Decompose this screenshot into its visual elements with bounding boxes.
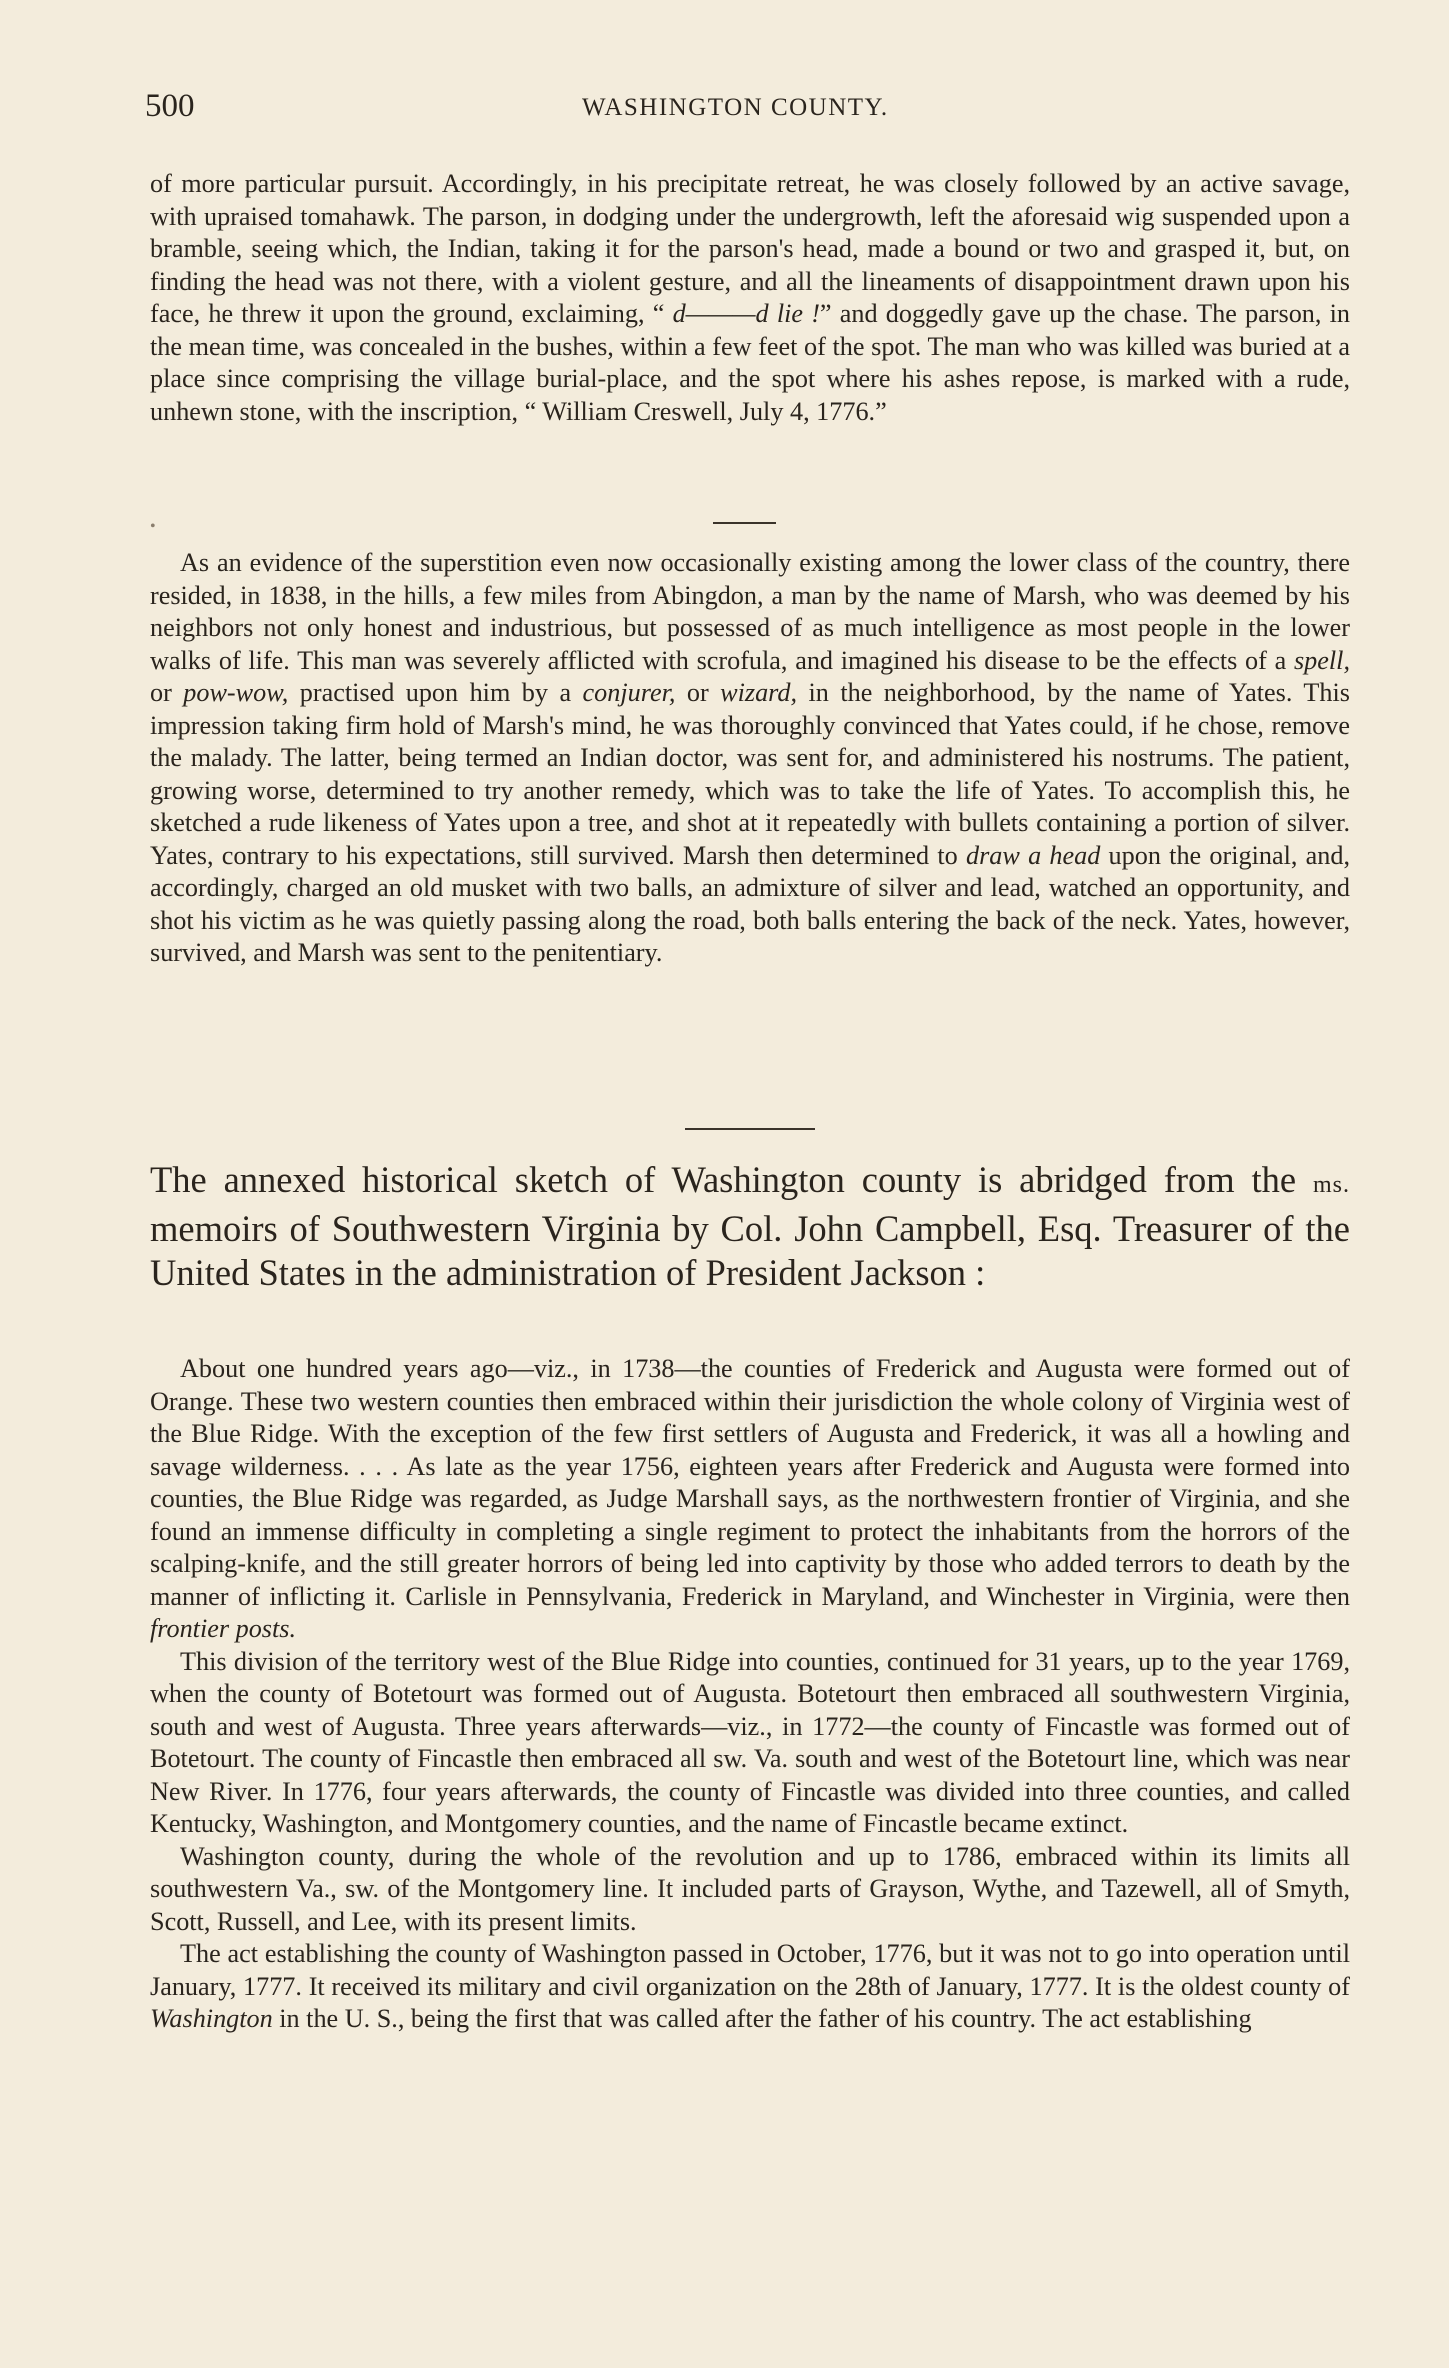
- italic-text: frontier posts.: [150, 1614, 296, 1643]
- page-header: [145, 88, 1345, 128]
- italic-text: wizard,: [720, 678, 798, 707]
- italic-text: conjurer,: [582, 678, 676, 707]
- text-segment: practised upon him by a: [288, 678, 583, 707]
- text-segment: of more particular pursuit. Accordingly, in his precipitate retreat, he was closely followed by an active savage, with upraised tomahawk. The parson, in dodging under the undergrowth, left the aforesaid wig suspended upon a bramble, seeing which, the Indian, taking it for the parson's head, made a bound or two and grasped it, but, on finding the head was not there, with a violent gesture, and all the lineaments of disappointment drawn upon his face, he threw it upon the ground, exclaiming, “: [150, 169, 1350, 328]
- italic-text: pow-wow,: [183, 678, 289, 707]
- paragraph-text: [150, 1938, 1350, 2036]
- text-segment: This division of the territory west of the Blue Ridge into counties, continued for 31 years, up to the year 1769, when the county of Botetourt was formed out of Augusta. Botetourt then embraced all southwestern Virginia, south and west of Augusta. Three years afterwards—viz., in 1772—the county of Fincastle was formed out of Botetourt. The county of Fincastle then embraced all sw. Va. south and west of the Botetourt line, which was near New River. In 1776, four years afterwards, the county of Fincastle was divided into three counties, and called Kentucky, Washington, and Montgomery counties, and the name of Fincastle became extinct.: [150, 1646, 1350, 1838]
- paragraph-text: [150, 1353, 1350, 1646]
- stray-mark: •: [150, 518, 156, 535]
- paragraph-text: [150, 1646, 1350, 1841]
- italic-text: spell,: [1293, 645, 1350, 675]
- text-segment: About one hundred years ago—viz., in 1738—the counties of Frederick and Augusta were formed out of Orange. These two western counties then embraced within their jurisdiction the whole colony of Virginia west of the Blue Ridge. With the exception of the few first settlers of Augusta and Frederick, it was all a howling and savage wilderness. . . . As late as the year 1756, eighteen years after Frederick and Augusta were formed into counties, the Blue Ridge was regarded, as Judge Marshall says, as the northwestern frontier of Virginia, and she found an immense difficulty in completing a single regiment to protect the inhabitants from the horrors of the scalping-knife, and the still greater horrors of being led into captivity by those who added terrors to death by the manner of inflicting it. Carlisle in Pennsylvania, Frederick in Maryland, and Winchester in Virginia, were then: [150, 1354, 1350, 1611]
- text-segment: As an evidence of the superstition even now occasionally existing among the lower class of the country, there resided, in 1838, in the hills, a few miles from Abingdon, a man by the name of Marsh, who was deemed by his neighbors not only honest and industrious, but possessed of as much intelligence as most people in the lower walks of life. This man was severely afflicted with scrofula, and imagined his disease to be the effects of a: [150, 548, 1350, 675]
- text-segment: in the neighborhood, by the name of Yates. This impression taking firm hold of Marsh's mind, he was thoroughly convinced that Yates could, if he chose, remove the malady. The latter, being termed an Indian doctor, was sent for, and administered his nostrums. The patient, growing worse, determined to try another remedy, which was to take the life of Yates. To accomplish this, he sketched a rude likeness of Yates upon a tree, and shot at it repeatedly with bullets containing a portion of silver. Yates, contrary to his expectations, still survived. Marsh then determined to: [150, 678, 1350, 870]
- paragraph-creswell: [150, 168, 1350, 428]
- italic-text: d———d lie !: [672, 299, 820, 328]
- paragraph-marsh: [150, 547, 1350, 970]
- paragraph-text: [150, 1841, 1350, 1939]
- intro-heading: [150, 1158, 1350, 1295]
- running-head: WASHINGTON COUNTY.: [582, 94, 889, 121]
- text-segment: or: [150, 678, 184, 707]
- text-segment: in the U. S., being the first that was called after the father of his country. The act establishing: [272, 2004, 1252, 2033]
- text-segment: or: [675, 678, 721, 707]
- text-segment: The annexed historical sketch of Washington county is abridged from the: [150, 1159, 1313, 1200]
- text-segment: ” and doggedly gave up the chase. The parson, in the mean time, was concealed in the bushes, within a few feet of the spot. The man who was killed was buried at a place since comprising the village burial-place, and the spot where his ashes repose, is marked with a rude, unhewn stone, with the inscription, “ William Creswell, July 4, 1776.”: [150, 299, 1351, 426]
- paragraph-text: [150, 547, 1350, 970]
- paragraph-text: [150, 168, 1350, 428]
- italic-text: draw a head: [965, 840, 1101, 870]
- short-divider: [713, 522, 776, 524]
- italic-text: Washington: [150, 2004, 273, 2033]
- page-number: 500: [145, 88, 195, 124]
- text-segment: Washington county, during the whole of the revolution and up to 1786, embraced within its limits all southwestern Va., sw. of the Montgomery line. It included parts of Grayson, Wythe, and Tazewell, all of Smyth, Scott, Russell, and Lee, with its present limits.: [150, 1841, 1350, 1936]
- text-segment: memoirs of Southwestern Virginia by Col. John Campbell, Esq. Treasurer of the United States in the administration of President Jackson :: [150, 1208, 1350, 1293]
- intro-text: [150, 1158, 1350, 1295]
- text-segment: upon the original, and, accordingly, charged an old musket with two balls, an admixture of silver and lead, watched an opportunity, and shot his victim as he was quietly passing along the road, both balls entering the back of the neck. Yates, however, survived, and Marsh was sent to the penitentiary.: [150, 840, 1350, 967]
- text-segment: The act establishing the county of Washington passed in October, 1776, but it was not to go into operation until January, 1777. It received its military and civil organization on the 28th of January, 1777. It is the oldest county of: [150, 1939, 1350, 2001]
- small-caps-text: ms.: [1312, 1172, 1350, 1198]
- memoir-text: [150, 1353, 1350, 2036]
- section-divider: [685, 1128, 815, 1130]
